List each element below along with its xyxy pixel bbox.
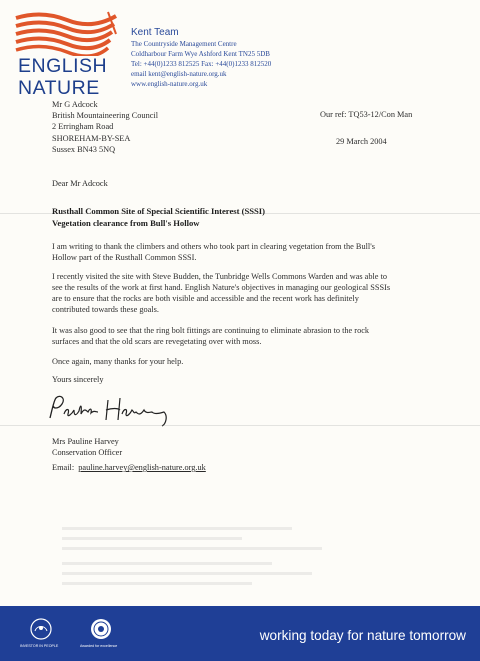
subject-heading: [52, 206, 265, 229]
english-nature-logo: [12, 8, 122, 100]
team-email: email kent@english-nature.org.uk: [131, 70, 227, 78]
footer-bar: [0, 606, 480, 661]
show-through-mark: [62, 562, 272, 565]
closing: Yours sincerely: [52, 375, 104, 384]
body-line: are to ensure that the rocks are both visible and accessible and the recent work has definitely: [52, 294, 359, 303]
body-paragraph: [52, 325, 452, 347]
salutation: Dear Mr Adcock: [52, 179, 108, 188]
team-phone: Tel: +44(0)1233 812525 Fax: +44(0)1233 812520: [131, 60, 272, 68]
signer-name: Mrs Pauline Harvey: [52, 437, 119, 446]
signer-title: Conservation Officer: [52, 448, 123, 457]
subject-line: Rusthall Common Site of Special Scientific Interest (SSSI): [52, 206, 266, 216]
recipient-postcode: Sussex BN43 5NQ: [52, 144, 116, 154]
badge-caption: Awarded for excellence: [80, 644, 118, 648]
body-line: surfaces and that the old scars are revegetating over with moss.: [52, 337, 262, 346]
body-line: I am writing to thank the climbers and others who took part in clearing vegetation from the Bull's: [52, 242, 375, 251]
show-through-mark: [62, 547, 322, 550]
badge-caption: INVESTOR IN PEOPLE: [20, 644, 59, 648]
recipient-address: [52, 99, 158, 155]
body-line: contributed towards these goals.: [52, 305, 159, 314]
footer-tagline: working today for nature tomorrow: [259, 628, 466, 643]
email-line: [52, 463, 206, 472]
reference: Our ref: TQ53-12/Con Man: [320, 110, 413, 119]
body-paragraph: [52, 241, 452, 263]
body-line: It was also good to see that the ring bolt fittings are continuing to eliminate abrasion to the rock: [52, 326, 370, 335]
recipient-town: SHOREHAM-BY-SEA: [52, 133, 131, 143]
show-through-mark: [62, 527, 292, 530]
excellence-award-badge-icon: [88, 616, 114, 642]
show-through-mark: [62, 572, 312, 575]
body-line: Hollow part of the Rusthall Common SSSI.: [52, 253, 197, 262]
body-paragraph: [52, 356, 452, 367]
show-through-mark: [62, 582, 252, 585]
sender-address-block: [131, 27, 272, 89]
paper-fold: [0, 425, 480, 426]
team-address-line: The Countryside Management Centre: [131, 40, 237, 48]
body-paragraph: [52, 271, 452, 315]
recipient-street: 2 Erringham Road: [52, 122, 114, 132]
subject-line: Vegetation clearance from Bull's Hollow: [52, 217, 200, 228]
body-line: see the results of the work at first hand. English Nature's objectives in managing our geological SSSIs: [52, 283, 391, 292]
team-address-line: Coldharbour Farm Wye Ashford Kent TN25 5DB: [131, 50, 270, 58]
recipient-name: Mr G Adcock: [52, 100, 98, 109]
email-link[interactable]: pauline.harvey@english-nature.org.uk: [78, 463, 206, 472]
body-line: I recently visited the site with Steve Budden, the Tunbridge Wells Commons Warden and was able to: [52, 272, 388, 281]
wave-logo-icon: [12, 8, 122, 56]
recipient-org: British Mountaineering Council: [52, 111, 159, 121]
logo-text-english: ENGLISH: [18, 55, 108, 77]
logo-text-nature: NATURE: [18, 77, 100, 99]
team-web: www.english-nature.org.uk: [131, 80, 208, 88]
handwritten-signature: [46, 392, 176, 428]
letter-date: 29 March 2004: [336, 137, 387, 146]
investor-in-people-badge-icon: [28, 616, 54, 642]
show-through-mark: [62, 537, 242, 540]
body-line: Once again, many thanks for your help.: [52, 357, 184, 366]
signer-block: [52, 436, 122, 458]
email-label: Email:: [52, 463, 75, 472]
team-name: Kent Team: [131, 27, 179, 38]
